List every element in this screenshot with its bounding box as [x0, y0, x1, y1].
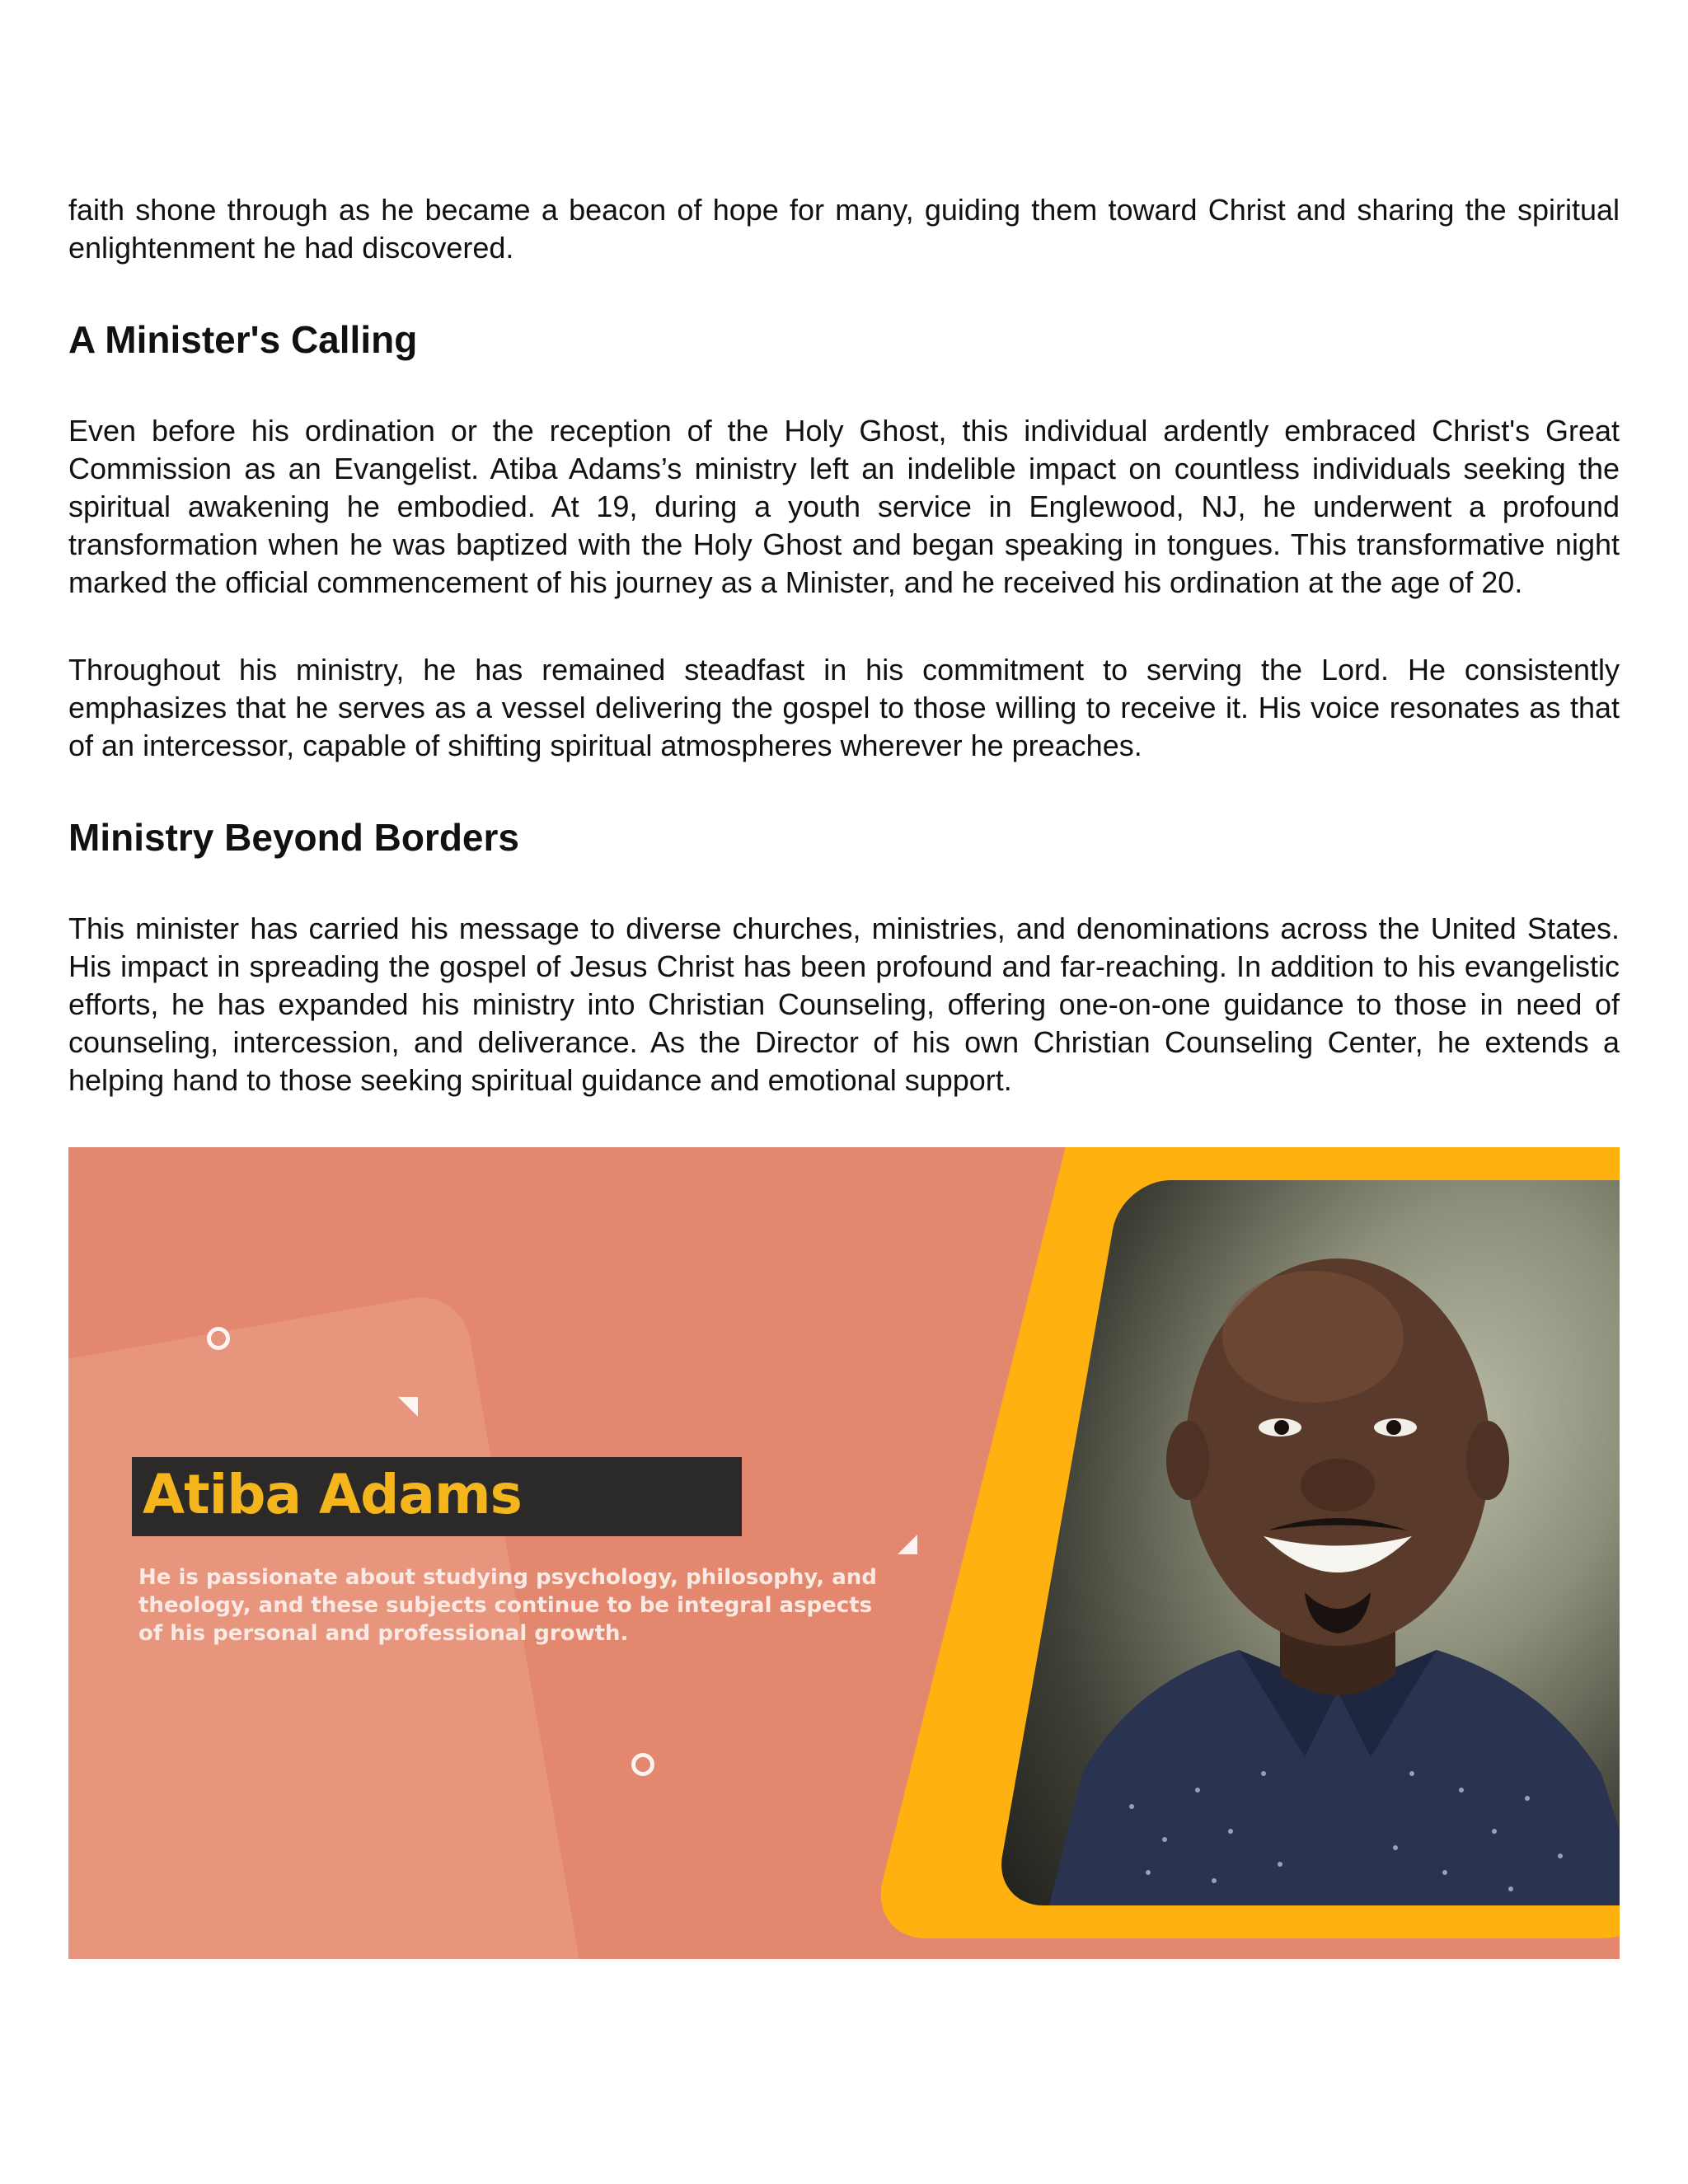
decorative-ring-icon — [207, 1327, 230, 1350]
decorative-ring-icon — [631, 1753, 654, 1776]
decorative-triangle-icon — [398, 1397, 418, 1417]
section-heading-ministers-calling: A Minister's Calling — [68, 318, 418, 361]
calling-paragraph-2: Throughout his ministry, he has remained steadfast in his commitment to serving the Lord. He consistently emphasizes that he serves as a vessel delivering the gospel to those willing to receive it. His voice resonates as that of an intercessor, capable of shifting spiritual atmospheres wherever he preaches. — [68, 653, 1620, 762]
banner-tagline — [138, 1563, 880, 1647]
document-body — [68, 191, 1620, 1149]
calling-paragraph-1: Even before his ordination or the reception of the Holy Ghost, this individual ardently embraced Christ's Great Commission as an Evangelist. Atiba Adams’s ministry left an indelible impact on countless individuals seeking the spiritual awakening he embodied. At 19, during a youth service in Englewood, NJ, he underwent a profound transformation when he was baptized with the Holy Ghost and began speaking in tongues. This transformative night marked the official commencement of his journey as a Minister, and he received his ordination at the age of 20. — [68, 414, 1620, 599]
tagline-line: theology, and these subjects continue to be integral aspects — [138, 1593, 873, 1618]
tagline-line: of his personal and professional growth. — [138, 1621, 629, 1646]
profile-banner-image — [68, 1147, 1620, 1959]
banner-name: Atiba Adams — [143, 1463, 522, 1526]
borders-paragraph-1: This minister has carried his message to diverse churches, ministries, and denominations across the United States. His impact in spreading the gospel of Jesus Christ has been profound and far-reaching. In addition to his evangelistic efforts, he has expanded his ministry into Christian Counseling, offering one-on-one guidance to those in need of counseling, intercession, and deliverance. As the Director of his own Christian Counseling Center, he extends a helping hand to those seeking spiritual guidance and emotional support. — [68, 912, 1620, 1097]
tagline-line: He is passionate about studying psychology, philosophy, and — [138, 1565, 877, 1590]
intro-paragraph: faith shone through as he became a beacon of hope for many, guiding them toward Christ and sharing the spiritual enlightenment he had discovered. — [68, 193, 1620, 265]
decorative-triangle-icon — [898, 1535, 917, 1554]
portrait-photo — [1033, 1180, 1620, 1905]
section-heading-ministry-beyond-borders: Ministry Beyond Borders — [68, 816, 519, 859]
portrait-nose — [1301, 1459, 1375, 1511]
